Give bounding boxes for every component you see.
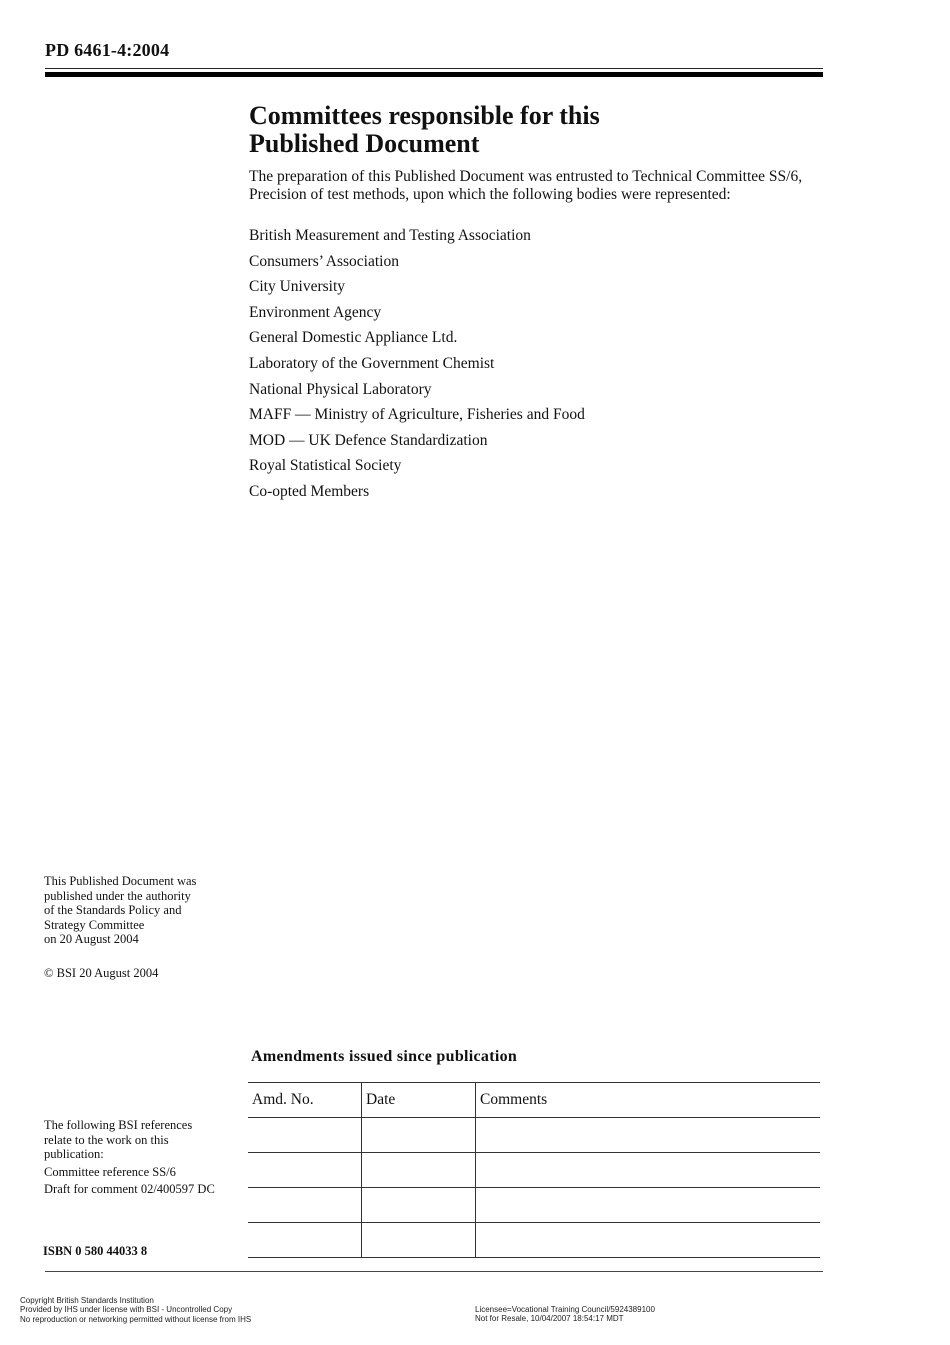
page-title-line-1: Committees responsible for this (249, 101, 600, 130)
footer-line: Copyright British Standards Institution (20, 1296, 154, 1305)
document-id: PD 6461-4:2004 (45, 40, 170, 60)
authority-line: published under the authority (44, 888, 191, 903)
footer-line: Licensee=Vocational Training Council/5924389100 (475, 1305, 655, 1314)
list-item: British Measurement and Testing Association (249, 227, 531, 244)
list-item: General Domestic Appliance Ltd. (249, 329, 458, 347)
list-item: Co-opted Members (249, 482, 370, 500)
table-row (248, 1118, 820, 1153)
header-rule-thin (45, 68, 823, 69)
list-item: National Physical Laboratory (249, 380, 432, 398)
footer-rule (45, 1271, 823, 1272)
page-title-line-2: Published Document (249, 129, 480, 158)
authority-line: of the Standards Policy and (44, 903, 182, 917)
table-header-row (248, 1083, 820, 1118)
represented-bodies-list (249, 226, 585, 508)
authority-line: Strategy Committee (44, 917, 145, 932)
list-item: MOD — UK Defence Standardization (249, 431, 488, 449)
copyright-note: © BSI 20 August 2004 (44, 966, 159, 980)
isbn: ISBN 0 580 44033 8 (43, 1244, 148, 1258)
list-item: Consumers’ Association (249, 252, 399, 270)
references-line: publication: (44, 1147, 104, 1161)
authority-line: This Published Document was (44, 874, 197, 888)
column-header-amd-no: Amd. No. (248, 1083, 362, 1118)
amendments-table (248, 1082, 820, 1258)
bsi-references-note (44, 1118, 244, 1162)
footer-right (475, 1305, 655, 1324)
authority-line: on 20 August 2004 (44, 932, 139, 946)
page-title (249, 102, 769, 158)
references-line: The following BSI references (44, 1118, 193, 1132)
committee-reference: Committee reference SS/6 (44, 1165, 176, 1179)
list-item: Environment Agency (249, 303, 382, 321)
list-item: Royal Statistical Society (249, 457, 402, 475)
list-item: City University (249, 278, 346, 296)
column-header-comments: Comments (476, 1083, 821, 1118)
table-row (248, 1153, 820, 1188)
table-row (248, 1188, 820, 1223)
draft-reference: Draft for comment 02/400597 DC (44, 1182, 240, 1197)
list-item: Laboratory of the Government Chemist (249, 354, 495, 372)
footer-line: Provided by IHS under license with BSI - Uncontrolled Copy (20, 1305, 233, 1315)
amendments-title: Amendments issued since publication (251, 1048, 518, 1065)
references-line: relate to the work on this (44, 1132, 169, 1147)
column-header-date: Date (362, 1083, 476, 1118)
footer-left (20, 1296, 251, 1324)
table-row (248, 1223, 820, 1258)
intro-paragraph: The preparation of this Published Document was entrusted to Technical Committee SS/6, Precision of test methods, upon which the following bodies were represented: (249, 168, 803, 203)
footer-line: No reproduction or networking permitted without license from IHS (20, 1314, 252, 1324)
authority-note (44, 874, 244, 947)
footer-line: Not for Resale, 10/04/2007 18:54:17 MDT (475, 1314, 624, 1324)
header-rule-thick (45, 72, 823, 77)
list-item: MAFF — Ministry of Agriculture, Fisheries and Food (249, 406, 585, 424)
